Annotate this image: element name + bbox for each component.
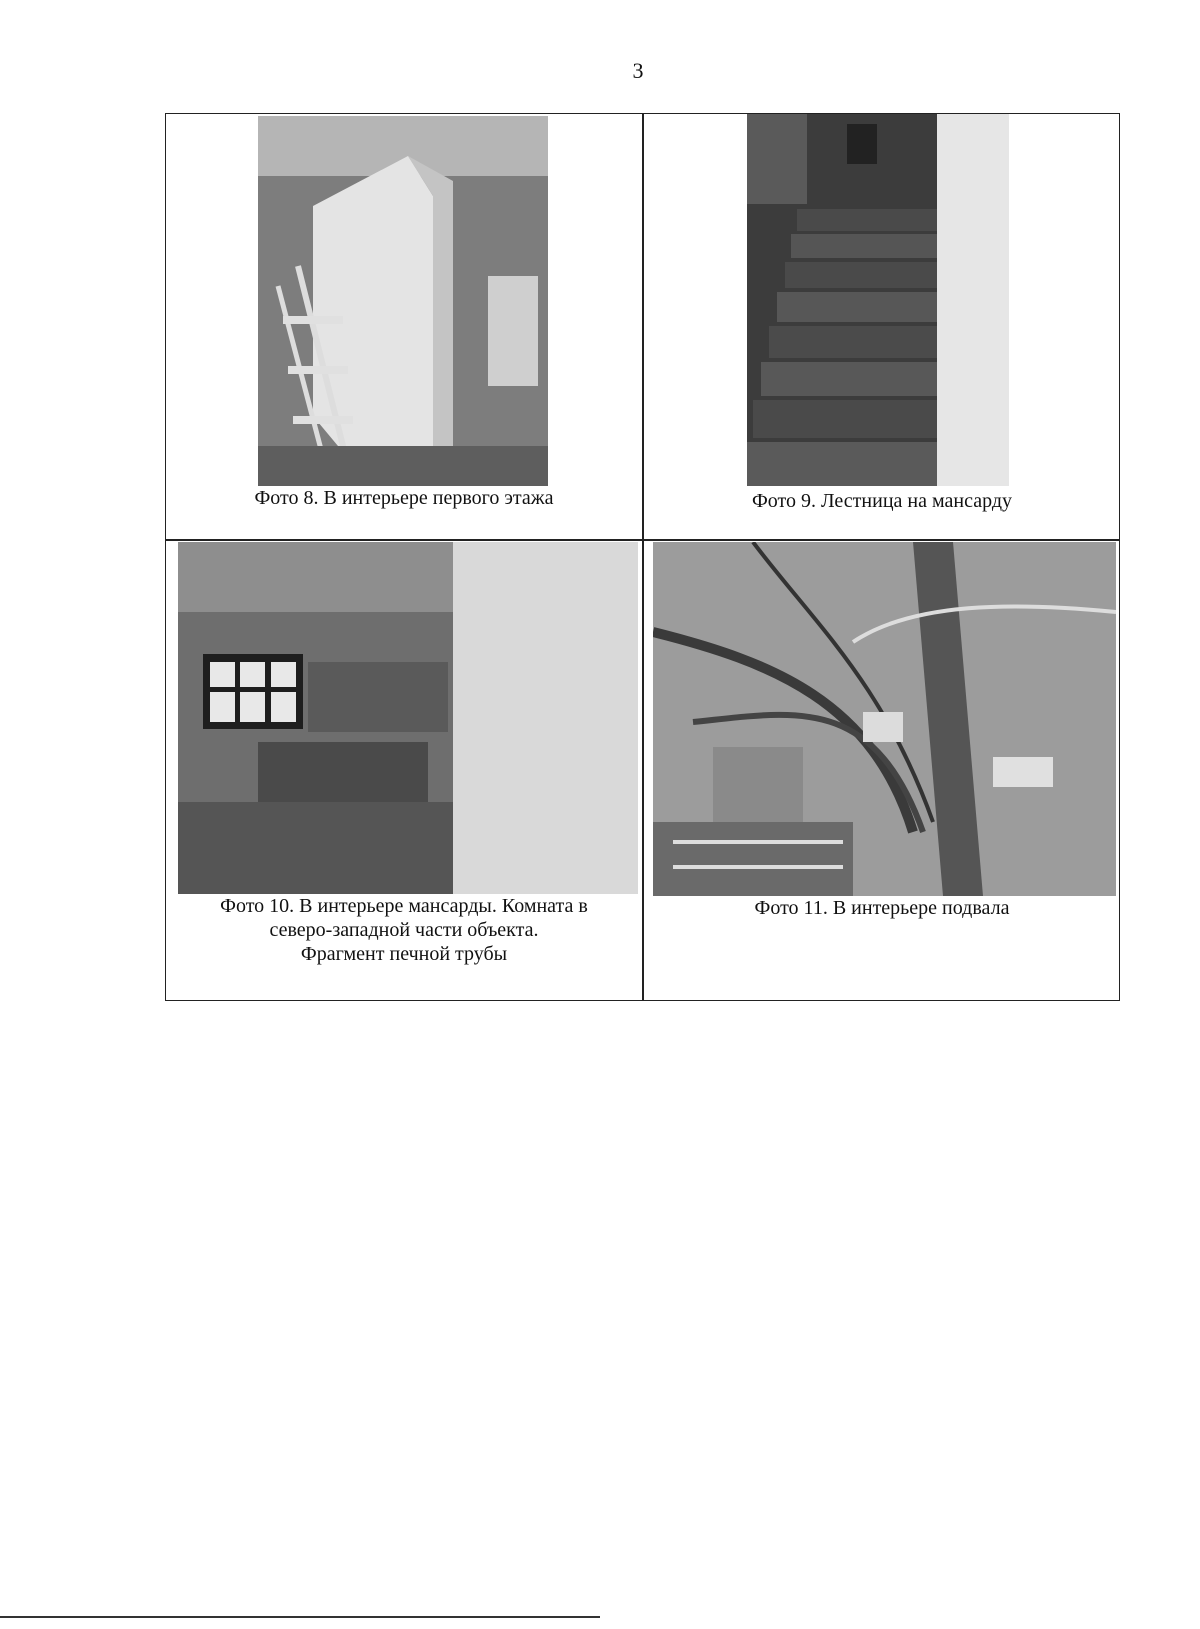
photo-cell-9 — [643, 114, 1121, 539]
photo-11-caption: Фото 11. В интерьере подвала — [754, 897, 1010, 919]
photo-8-image — [258, 116, 548, 486]
photo-9-image — [747, 114, 1009, 486]
photo-10-image — [178, 542, 638, 894]
photo-10-caption-line-3: Фрагмент печной трубы — [300, 943, 508, 965]
photo-10-caption — [166, 894, 642, 966]
photo-10-caption-line-2: северо-западной части объекта. — [269, 919, 539, 941]
photo-cell-10 — [166, 540, 642, 1002]
page-number: 3 — [632, 58, 644, 83]
footer-rule — [0, 1616, 600, 1618]
photo-cell-8 — [166, 114, 642, 539]
photo-cell-11 — [643, 540, 1121, 1002]
photo-11-image — [653, 542, 1116, 896]
photo-9-caption: Фото 9. Лестница на мансарду — [751, 490, 1012, 512]
photo-8-caption: Фото 8. В интерьере первого этажа — [254, 487, 554, 509]
photo-10-caption-line-1: Фото 10. В интерьере мансарды. Комната в — [220, 895, 588, 917]
photo-table — [165, 113, 1120, 1001]
